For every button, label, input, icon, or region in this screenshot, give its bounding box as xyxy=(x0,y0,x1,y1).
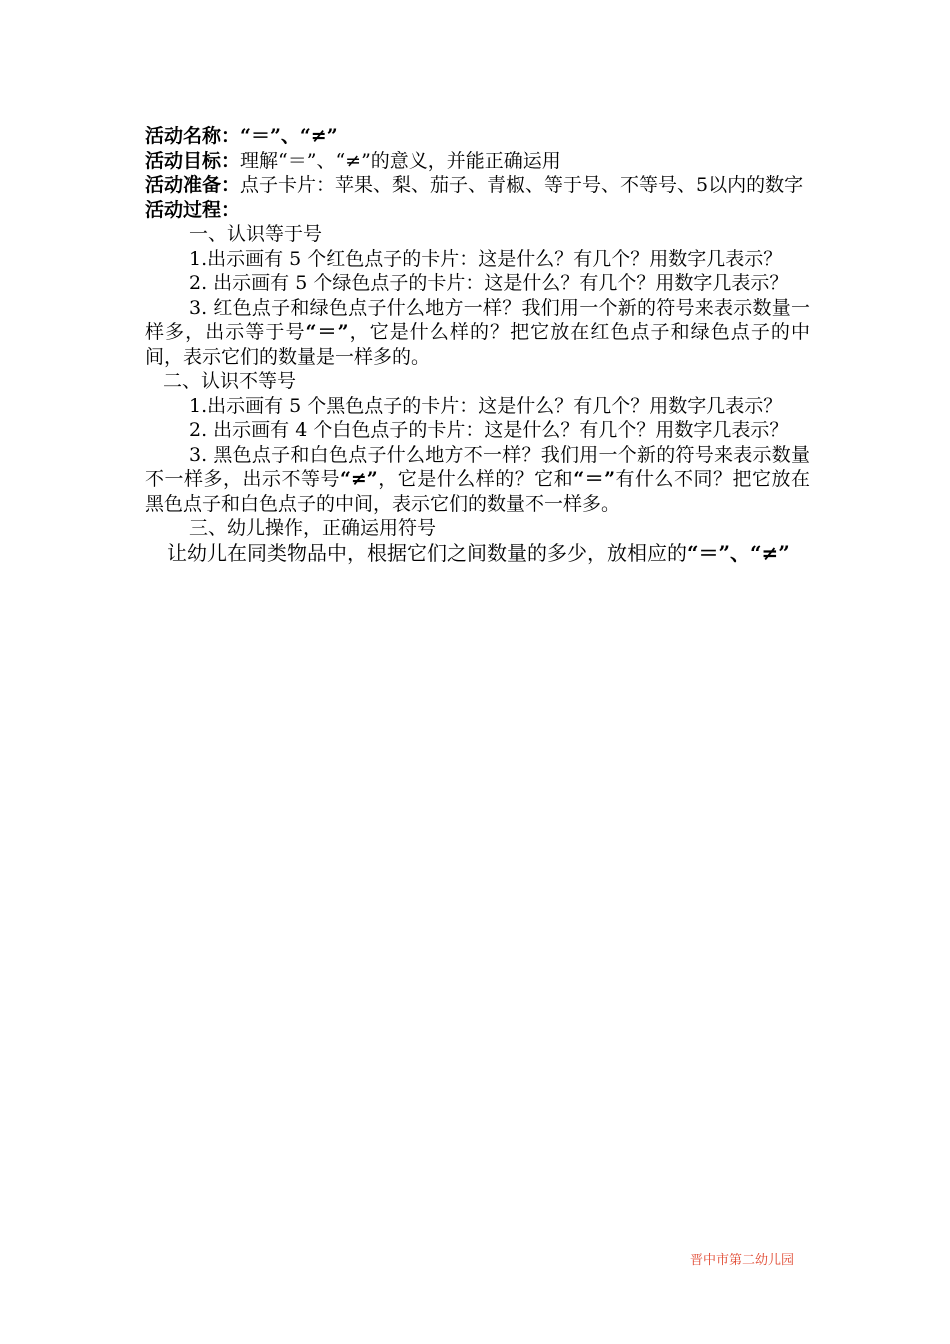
equal-sign-symbol-2: “＝” xyxy=(573,468,616,490)
activity-prep-value: 点子卡片：苹果、梨、茄子、青椒、等于号、不等号、5以内的数字 xyxy=(240,174,804,196)
activity-prep-row xyxy=(145,173,810,198)
section-3-heading: 三、幼儿操作，正确运用符号 xyxy=(189,517,437,539)
section-1-item-1: 1.出示画有 5 个红色点子的卡片：这是什么？有几个？用数字几表示？ xyxy=(189,247,783,270)
section-3-symbols: “＝”、“≠” xyxy=(687,540,790,565)
section-1-item-3-text: 3. 红色点子和绿色点子什么地方一样？我们用一个新的符号来表示数量一样多，出示等于号 xyxy=(145,296,810,343)
section-1-heading: 一、认识等于号 xyxy=(189,223,323,245)
section-1-item-3-text-end: ，它是什么样的？把它放在红色点子和绿色点子的中间，表示它们的数量是一样多的。 xyxy=(145,321,810,368)
activity-name-label: 活动名称： xyxy=(145,125,241,147)
section-1-item-2: 2. 出示画有 5 个绿色点子的卡片：这是什么？有几个？用数字几表示？ xyxy=(189,272,789,294)
activity-goal-label: 活动目标： xyxy=(145,149,241,172)
section-2-item-3-text-end: 有什么不同？把它放在黑色点子和白色点子的中间，表示它们的数量不一样多。 xyxy=(145,468,810,515)
section-2-item-3-text-mid: ，它是什么样的？它和 xyxy=(377,468,574,490)
section-2-item-3 xyxy=(145,443,810,517)
section-2-heading: 二、认识不等号 xyxy=(163,370,297,392)
section-2-item-1: 1.出示画有 5 个黑色点子的卡片：这是什么？有几个？用数字几表示？ xyxy=(189,394,783,417)
section-2-item-3-text: 3. 黑色点子和白色点子什么地方不一样？我们用一个新的符号来表示数量不一样多，出示不等号 xyxy=(145,443,810,490)
activity-process-label: 活动过程： xyxy=(145,198,241,221)
section-1-item-3 xyxy=(145,296,810,370)
activity-goal-row xyxy=(145,149,810,174)
activity-name-row xyxy=(145,124,810,149)
equal-sign-symbol: “＝” xyxy=(305,321,349,343)
section-3-text-body: 让幼儿在同类物品中，根据它们之间数量的多少，放相应的 xyxy=(167,540,687,565)
activity-prep-label: 活动准备： xyxy=(145,174,241,196)
not-equal-sign-symbol: “≠” xyxy=(339,468,378,490)
activity-name-value: “＝”、“≠” xyxy=(240,125,338,147)
section-2-item-2: 2. 出示画有 4 个白色点子的卡片：这是什么？有几个？用数字几表示？ xyxy=(189,419,789,441)
footer-kindergarten-name: 晋中市第二幼儿园 xyxy=(690,1253,795,1268)
section-3-text xyxy=(145,541,810,566)
document-body xyxy=(145,124,810,566)
activity-goal-value: 理解“＝”、“≠”的意义，并能正确运用 xyxy=(240,149,561,172)
